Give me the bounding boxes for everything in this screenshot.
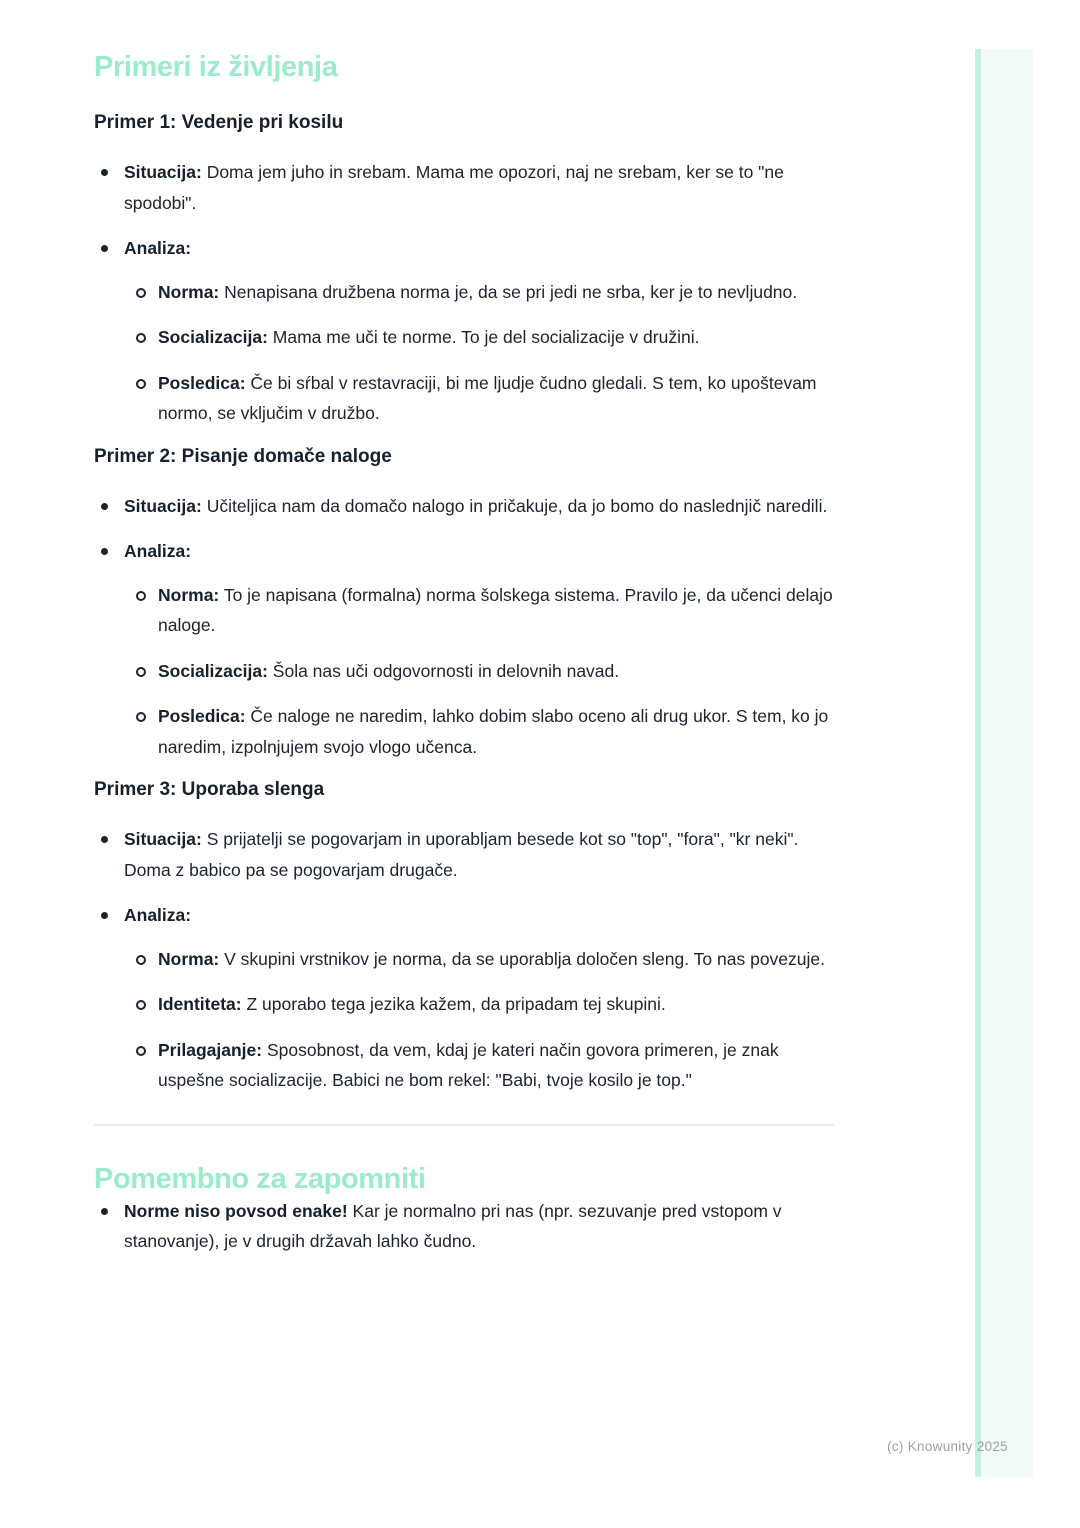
example-3-list — [94, 824, 834, 1096]
list-item — [94, 824, 834, 885]
bullet-dot-icon — [101, 503, 108, 510]
bullet-dot-icon — [101, 836, 108, 843]
list-item — [124, 944, 834, 975]
bullet-text: V skupini vrstnikov je norma, da se uporablja določen sleng. To nas povezuje. — [224, 948, 826, 969]
list-item — [124, 701, 834, 762]
bullet-label: Posledica: — [158, 372, 246, 393]
bullet-label: Socializacija: — [158, 660, 268, 681]
analysis-sublist — [124, 580, 834, 763]
example-1-title: Primer 1: Vedenje pri kosilu — [94, 112, 344, 133]
list-item — [94, 491, 834, 522]
bullet-label: Norme niso povsod enake! — [124, 1200, 348, 1221]
important-list — [94, 1196, 834, 1257]
bullet-label: Prilagajanje: — [158, 1039, 263, 1060]
bullet-ring-icon — [136, 712, 146, 722]
list-item — [124, 368, 834, 429]
bullet-ring-icon — [136, 288, 146, 298]
bullet-text: Doma jem juho in srebam. Mama me opozori, naj ne srebam, ker se to "ne spodobi". — [124, 162, 784, 213]
bullet-text: Kar je normalno pri nas (npr. sezuvanje pred vstopom v stanovanje), je v drugih državah lahko čudno. — [124, 1200, 782, 1251]
bullet-dot-icon — [101, 1208, 108, 1215]
bullet-text: Če naloge ne naredim, lahko dobim slabo oceno ali drug ukor. S tem, ko jo naredim, izpolnjujem svojo vlogo učenca. — [158, 706, 829, 757]
list-item — [124, 656, 834, 687]
bullet-label: Situacija: — [124, 162, 202, 182]
bullet-label: Analiza: — [124, 541, 192, 561]
bullet-text: Učiteljica nam da domačo nalogo in pričakuje, da jo bomo do naslednjič naredili. — [206, 495, 828, 516]
bullet-text: Šola nas uči odgovornosti in delovnih navad. — [272, 660, 620, 681]
bullet-text: To je napisana (formalna) norma šolskega sistema. Pravilo je, da učenci delajo naloge. — [158, 584, 833, 635]
bullet-text: Z uporabo tega jezika kažem, da pripadam tej skupini. — [246, 994, 666, 1014]
list-item — [124, 277, 834, 308]
list-item — [124, 322, 834, 353]
analysis-sublist — [124, 277, 834, 429]
bullet-label: Posledica: — [158, 706, 246, 726]
list-item — [94, 900, 834, 1096]
list-item — [94, 233, 834, 429]
bullet-ring-icon — [136, 667, 146, 677]
example-2-title: Primer 2: Pisanje domače naloge — [94, 445, 392, 467]
bullet-label: Situacija: — [124, 495, 202, 516]
bullet-text: Sposobnost, da vem, kdaj je kateri način govora primeren, je znak uspešne socializacije. Babici ne bom rekel: "Babi, tvoje kosilo je top." — [158, 1039, 779, 1090]
bullet-ring-icon — [136, 379, 146, 389]
bullet-label: Identiteta: — [158, 994, 242, 1014]
copyright-notice: (c) Knowunity 2025 — [887, 1439, 1008, 1454]
list-item — [94, 157, 834, 218]
bullet-ring-icon — [136, 591, 146, 601]
document-content — [94, 50, 834, 1272]
accent-panel — [981, 49, 1033, 1477]
bullet-ring-icon — [136, 955, 146, 965]
list-item — [124, 989, 834, 1020]
bullet-text: Če bi sŕbal v restavraciji, bi me ljudje čudno gledali. S tem, ko upoštevam normo, se vključim v družbo. — [158, 372, 817, 423]
example-3-title: Primer 3: Uporaba slenga — [94, 779, 325, 800]
bullet-label: Norma: — [158, 281, 220, 302]
bullet-ring-icon — [136, 1046, 146, 1056]
bullet-text: S prijatelji se pogovarjam in uporabljam besede kot so "top", "fora", "kr neki". Doma z babico pa se pogovarjam drugače. — [124, 829, 799, 880]
list-item — [94, 536, 834, 762]
bullet-label: Socializacija: — [158, 327, 268, 347]
bullet-label: Situacija: — [124, 829, 202, 849]
page-title: Primeri iz življenja — [94, 51, 338, 83]
example-1-list — [94, 157, 834, 429]
bullet-dot-icon — [101, 245, 108, 252]
bullet-text: Nenapisana družbena norma je, da se pri jedi ne srba, ker je to nevljudno. — [224, 281, 798, 302]
bullet-label: Norma: — [158, 584, 220, 605]
bullet-dot-icon — [101, 548, 108, 555]
section-divider — [94, 1124, 834, 1126]
bullet-ring-icon — [136, 1000, 146, 1010]
important-section-title: Pomembno za zapomniti — [94, 1162, 426, 1195]
bullet-ring-icon — [136, 333, 146, 343]
example-2-list — [94, 491, 834, 763]
bullet-label: Analiza: — [124, 905, 192, 925]
analysis-sublist — [124, 944, 834, 1096]
right-accent-bar — [975, 49, 1033, 1477]
list-item — [124, 580, 834, 641]
bullet-label: Norma: — [158, 948, 220, 969]
list-item — [94, 1196, 834, 1257]
bullet-label: Analiza: — [124, 238, 192, 258]
bullet-dot-icon — [101, 169, 108, 176]
bullet-text: Mama me uči te norme. To je del socializacije v družini. — [272, 327, 700, 347]
bullet-dot-icon — [101, 912, 108, 919]
list-item — [124, 1035, 834, 1096]
